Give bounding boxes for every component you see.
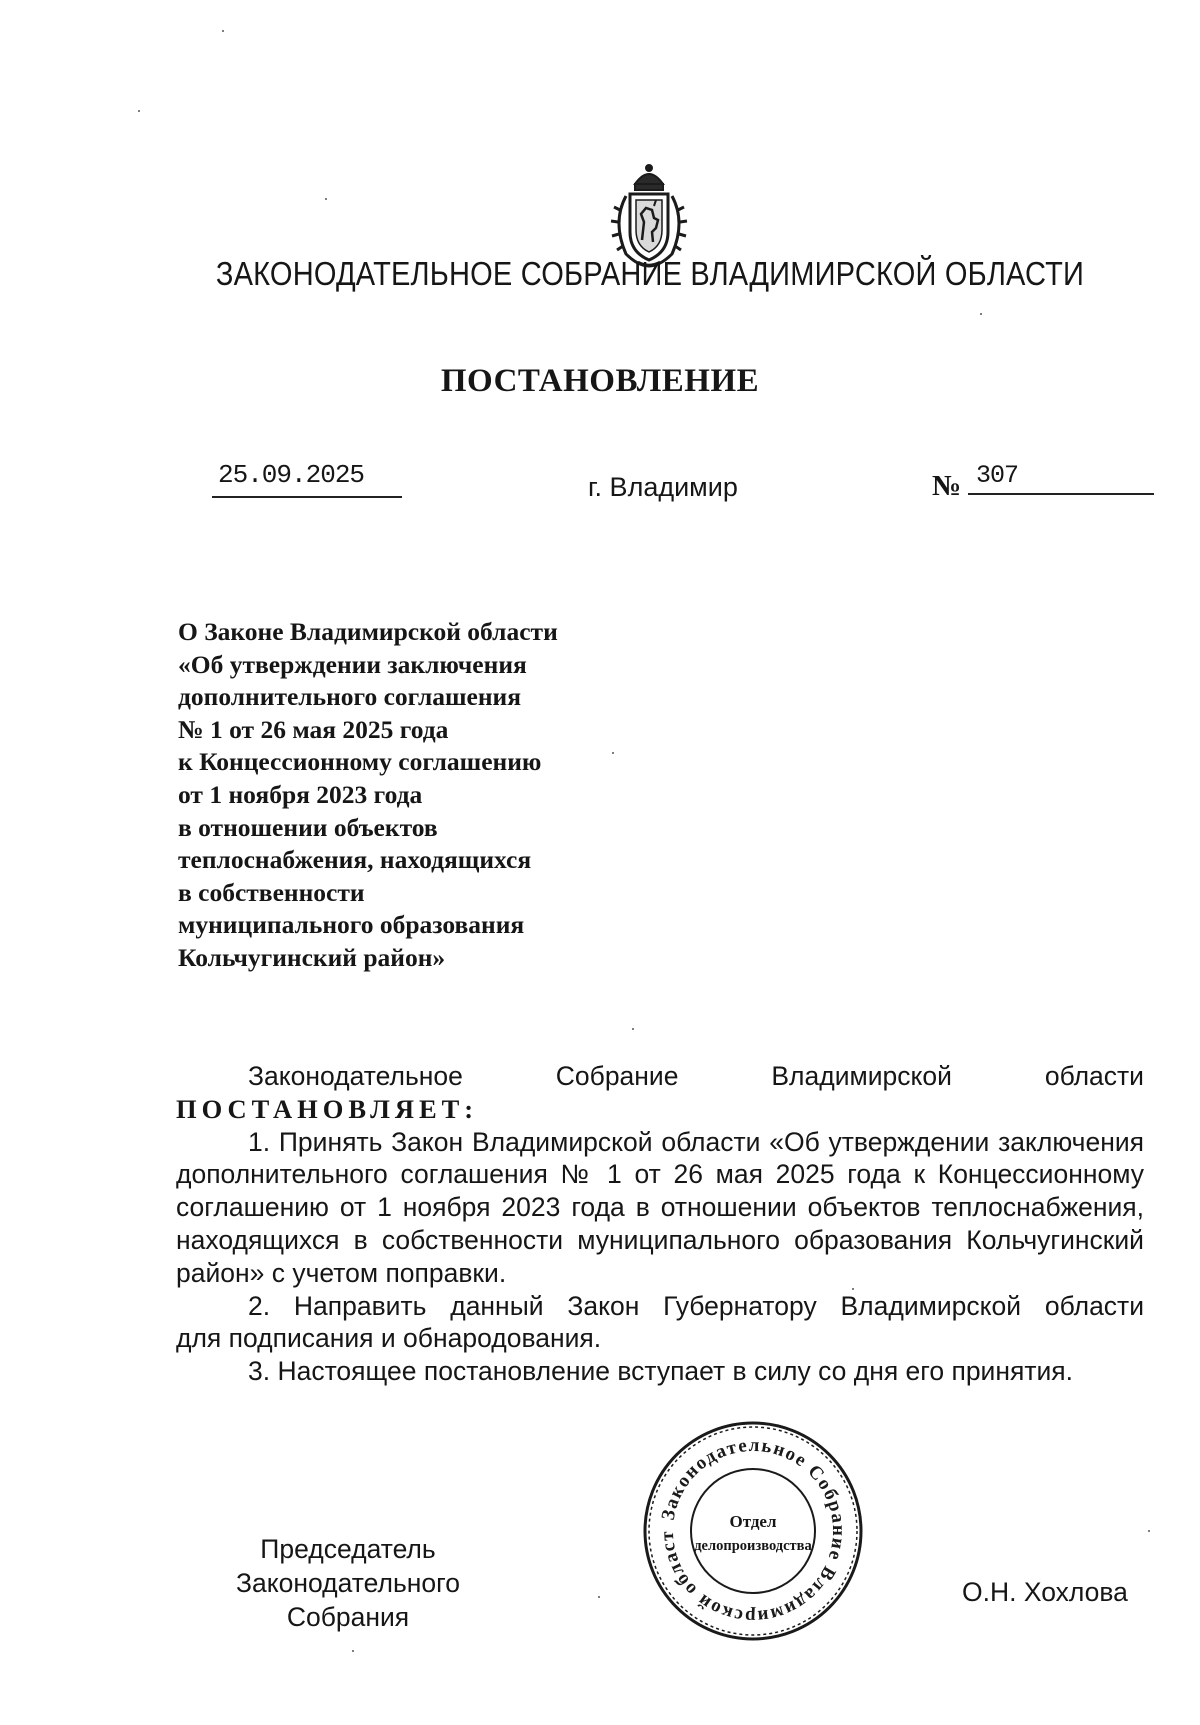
title-line: дополнительного соглашения (178, 682, 522, 712)
stamp-center (640, 1510, 866, 1558)
signatory-position (178, 1532, 518, 1634)
document-body (176, 1060, 1144, 1388)
scan-speck (222, 30, 224, 32)
title-line: № 1 от 26 мая 2025 года (178, 714, 449, 744)
scan-speck (1148, 1530, 1150, 1532)
date-field (212, 460, 402, 498)
position-line: Законодательного Собрания (236, 1568, 460, 1632)
intro-word: области (1044, 1061, 1144, 1091)
scan-speck (632, 1028, 634, 1030)
stamp-ring-text: Законодательное Собрание Владимирской област (656, 1434, 850, 1628)
office-stamp (640, 1418, 866, 1644)
intro-line (176, 1060, 1144, 1093)
stamp-center-line: Отдел (729, 1512, 777, 1531)
document-type: ПОСТАНОВЛЕНИЕ (440, 363, 760, 399)
scan-speck (852, 1288, 854, 1290)
paragraph-3: 3. Настоящее постановление вступает в силу со дня его принятия. (248, 1356, 1073, 1387)
scan-speck (598, 1596, 600, 1598)
coat-of-arms-icon (602, 162, 696, 270)
intro-word: Законодательное (248, 1061, 463, 1091)
number-sign: № (932, 470, 962, 502)
scan-speck (352, 1650, 354, 1652)
title-line: Кольчугинский район» (178, 942, 446, 972)
title-line: О Законе Владимирской области (178, 617, 558, 646)
document-title (178, 616, 558, 975)
signatory-name: О.Н. Хохлова (962, 1577, 1128, 1607)
paragraph-1-line: 1. Принять Закон Владимирской области «Об утверждении заключения (248, 1126, 1144, 1157)
document-number: 307 (976, 461, 1019, 490)
document-date: 25.09.2025 (218, 460, 365, 490)
paragraph-1-line: район» с учетом поправки. (176, 1257, 507, 1288)
paragraph-2-line: 2. Направить данный Закон Губернатору Владимирской области (248, 1290, 1144, 1321)
intro-word: Собрание (555, 1061, 679, 1091)
scan-speck (612, 752, 614, 754)
document-city: г. Владимир (588, 472, 738, 502)
stamp-center-line: делопроизводства (694, 1538, 812, 1554)
title-line: муниципального образования (178, 910, 525, 940)
decree-word: ПОСТАНОВЛЯЕТ: (176, 1093, 479, 1124)
position-line: Председатель (260, 1534, 436, 1564)
title-line: теплоснабжения, находящихся (178, 845, 532, 875)
paragraph-1-line: находящихся в собственности муниципального образования Кольчугинский (176, 1224, 1144, 1255)
scan-speck (138, 110, 140, 112)
number-underline (968, 493, 1154, 495)
title-line: от 1 ноября 2023 года (178, 779, 423, 809)
intro-word: Владимирской (771, 1061, 952, 1091)
organization-name: ЗАКОНОДАТЕЛЬНОЕ СОБРАНИЕ ВЛАДИМИРСКОЙ ОБЛАСТИ (215, 255, 1085, 292)
paragraph-1-line: дополнительного соглашения № 1 от 26 мая 2025 года к Концессионному (176, 1159, 1144, 1190)
paragraph-2-line: для подписания и обнародования. (176, 1323, 602, 1354)
title-line: в отношении объектов (178, 812, 438, 842)
scan-speck (980, 313, 982, 315)
title-line: в собственности (178, 877, 365, 907)
paragraph-1-line: соглашению от 1 ноября 2023 года в отношении объектов теплоснабжения, (176, 1192, 1144, 1223)
title-line: к Концессионному соглашению (178, 747, 542, 777)
scan-speck (325, 198, 327, 200)
title-line: «Об утверждении заключения (178, 649, 527, 679)
